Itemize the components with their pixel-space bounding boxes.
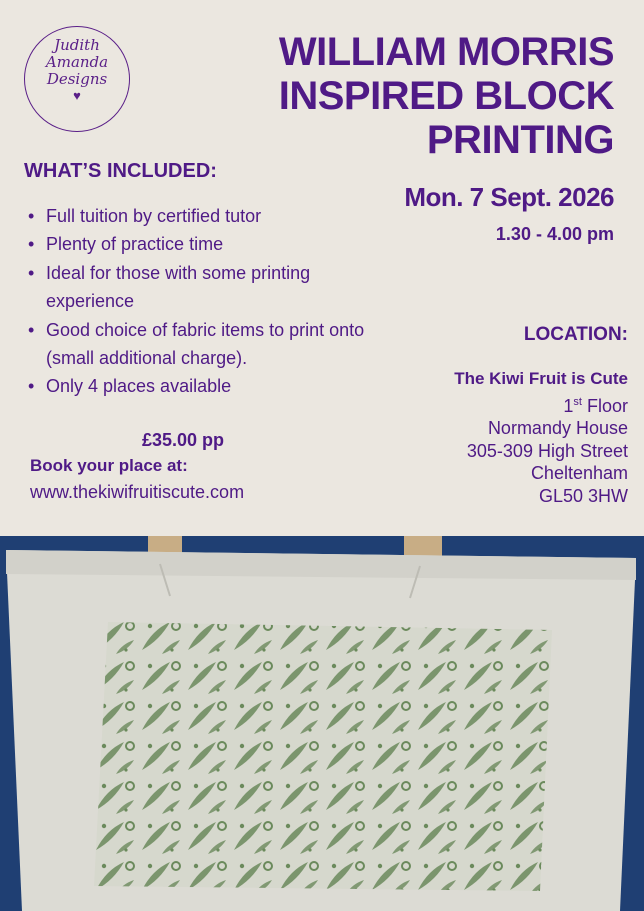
event-date: Mon. 7 Sept. 2026 bbox=[404, 182, 614, 212]
logo-line-1: Judith bbox=[54, 36, 100, 54]
brand-logo bbox=[24, 26, 130, 132]
page-title bbox=[279, 30, 614, 162]
logo-line-3: Designs bbox=[46, 70, 108, 88]
heart-icon: ♥ bbox=[73, 88, 81, 103]
title-line-2: INSPIRED BLOCK bbox=[278, 74, 614, 118]
title-line-1: WILLIAM MORRIS bbox=[278, 30, 614, 74]
floor-number: 1 bbox=[563, 395, 574, 416]
included-heading: WHAT’S INCLUDED: bbox=[24, 160, 217, 182]
included-list bbox=[26, 202, 366, 401]
venue-floor bbox=[454, 391, 628, 418]
address-line: GL50 3HW bbox=[538, 485, 628, 506]
address-line: Cheltenham bbox=[530, 463, 628, 483]
list-item: • Full tuition by certified tutor bbox=[26, 202, 366, 230]
address-line: Normandy House bbox=[487, 418, 628, 438]
venue-address bbox=[454, 368, 628, 507]
list-item: • Ideal for those with some printing experience bbox=[26, 259, 366, 316]
address-line: 305-309 High Street bbox=[466, 440, 628, 461]
title-line-3: PRINTING bbox=[426, 118, 614, 162]
floor-word: Floor bbox=[581, 395, 628, 416]
event-time: 1.30 - 4.00 pm bbox=[495, 224, 614, 244]
list-item: • Only 4 places available bbox=[26, 372, 366, 400]
venue-name: The Kiwi Fruit is Cute bbox=[454, 369, 628, 388]
tote-bag-photo bbox=[0, 536, 644, 911]
booking-link[interactable]: www.thekiwifruitiscute.com bbox=[30, 482, 245, 502]
logo-line-2: Amanda bbox=[45, 53, 109, 71]
list-item: • Good choice of fabric items to print onto (small additional charge). bbox=[26, 316, 366, 373]
location-heading: LOCATION: bbox=[523, 324, 628, 345]
list-item: • Plenty of practice time bbox=[26, 230, 366, 258]
price: £35.00 pp bbox=[142, 430, 225, 450]
booking-heading: Book your place at: bbox=[30, 456, 188, 475]
floor-suffix: st bbox=[573, 395, 582, 408]
leaf-print-pattern bbox=[94, 622, 552, 891]
